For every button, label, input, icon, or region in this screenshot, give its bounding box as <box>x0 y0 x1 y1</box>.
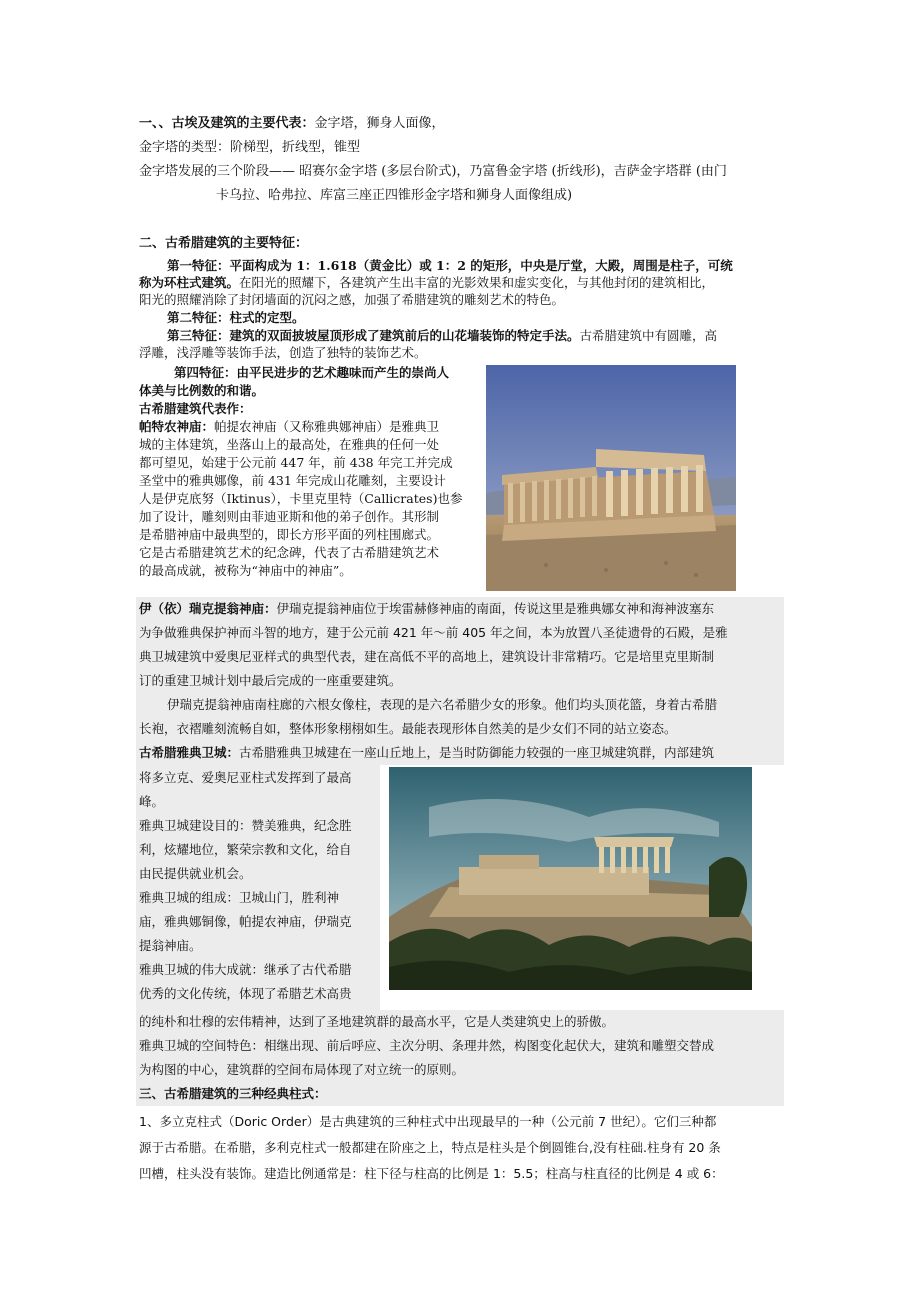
feature3-rest: 古希腊建筑中有圆雕，高 <box>579 328 718 343</box>
section3-heading: 三、古希腊建筑的三种经典柱式： <box>139 1086 327 1101</box>
feature1-line2 <box>139 274 714 291</box>
works-heading: 古希腊建筑代表作： <box>139 401 252 416</box>
feature4-line2: 体美与比例数的和谐。 <box>139 383 265 398</box>
feature3-line1 <box>167 327 717 344</box>
acropolis-left-3: 利，炫耀地位，繁荣宗教和文化，给自 <box>139 842 352 857</box>
parthenon-line-1: 城的主体建筑，坐落山上的最高处，在雅典的任何一处 <box>139 437 440 452</box>
acropolis-left-0: 将多立克、爱奥尼亚柱式发挥到了最高 <box>139 770 352 785</box>
feature1-rest: 在阳光的照耀下，各建筑产生出丰富的光影效果和虚实变化，与其他封闭的建筑相比， <box>239 275 715 290</box>
parthenon-photo <box>486 365 736 591</box>
feature4-line1: 第四特征：由平民进步的艺术趣味而产生的崇尚人 <box>174 365 450 380</box>
acropolis-title: 古希腊雅典卫城： <box>139 745 240 760</box>
parthenon-line-0 <box>139 418 439 435</box>
pyramid-types: 金字塔的类型：阶梯型，折线型，锥型 <box>139 140 361 155</box>
section1-heading-bold: 一、、古埃及建筑的主要代表： <box>139 116 315 131</box>
parthenon-line-4: 人是伊克底努（Iktinus），卡里克里特（Callicrates)也参 <box>139 491 463 506</box>
doric-line-0: 1、多立克柱式（Doric Order）是古典建筑的三种柱式中出现最早的一种（公元前 7 世纪）。它们三种都 <box>139 1114 717 1129</box>
parthenon-title: 帕特农神庙： <box>139 419 215 434</box>
feature3-bold: 第三特征：建筑的双面披坡屋顶形成了建筑前后的山花墙装饰的特定手法。 <box>167 328 580 343</box>
acropolis-left-1: 峰。 <box>139 794 165 809</box>
acropolis-left-5: 雅典卫城的组成：卫城山门，胜利神 <box>139 890 340 905</box>
acropolis-photo <box>389 767 752 990</box>
acropolis-tail-1: 雅典卫城的空间特色：相继出现、前后呼应、主次分明、条理井然，构图变化起伏大，建筑和雕塑交替成 <box>139 1038 715 1053</box>
feature1-line1: 第一特征：平面构成为 1：1.618（黄金比）或 1：2 的矩形，中央是厅堂，大殿，周围是柱子，可统 <box>167 258 733 273</box>
acropolis-left-9: 优秀的文化传统，体现了希腊艺术高贵 <box>139 986 352 1001</box>
acropolis-left-4: 由民提供就业机会。 <box>139 866 252 881</box>
parthenon-line-7: 它是古希腊建筑艺术的纪念碑，代表了古希腊建筑艺术 <box>139 545 440 560</box>
erechtheion-p2-line2: 长袍，衣褶雕刻流畅自如，整体形象栩栩如生。最能表现形体自然美的是少女们不同的站立姿态。 <box>139 721 677 736</box>
erechtheion-p2-line1: 伊瑞克提翁神庙南柱廊的六根女像柱，表现的是六名希腊少女的形象。他们均头顶花篮，身着古希腊 <box>167 697 718 712</box>
pyramid-stages-line1: 金字塔发展的三个阶段—— 昭赛尔金字塔 (多层台阶式)，乃富鲁金字塔 (折线形)，吉萨金字塔群 (由门 <box>139 164 727 179</box>
parthenon-first: 帕提农神庙（又称雅典娜神庙）是雅典卫 <box>214 419 440 434</box>
acropolis-tail-2: 为构图的中心，建筑群的空间布局体现了对立统一的原则。 <box>139 1062 465 1077</box>
feature3-line2: 浮雕，浅浮雕等装饰手法，创造了独特的装饰艺术。 <box>139 345 427 360</box>
pyramid-stages-line2: 卡乌拉、哈弗拉、库富三座正四锥形金字塔和狮身人面像组成) <box>216 188 573 203</box>
acropolis-first: 古希腊雅典卫城建在一座山丘地上，是当时防御能力较强的一座卫城建筑群，内部建筑 <box>239 745 715 760</box>
acropolis-illustration <box>389 767 752 990</box>
erechtheion-title: 伊（依）瑞克提翁神庙： <box>139 601 277 616</box>
erechtheion-line-2: 典卫城建筑中爱奥尼亚样式的典型代表，建在高低不平的高地上，建筑设计非常精巧。它是培里克里斯制 <box>139 649 715 664</box>
section1-heading <box>139 113 445 135</box>
parthenon-line-8: 的最高成就，被称为“神庙中的神庙”。 <box>139 563 352 578</box>
section1-heading-rest: 金字塔，狮身人面像， <box>314 116 445 131</box>
acropolis-left-7: 提翁神庙。 <box>139 938 202 953</box>
acropolis-left-2: 雅典卫城建设目的：赞美雅典，纪念胜 <box>139 818 352 833</box>
parthenon-line-3: 圣堂中的雅典娜像，前 431 年完成山花雕刻，主要设计 <box>139 473 446 488</box>
section2-heading: 二、古希腊建筑的主要特征： <box>139 236 309 251</box>
feature1-bold-tail: 称为环柱式建筑。 <box>139 275 240 290</box>
parthenon-illustration <box>486 365 736 591</box>
acropolis-tail-0: 的纯朴和壮穆的宏伟精神，达到了圣地建筑群的最高水平，它是人类建筑史上的骄傲。 <box>139 1014 615 1029</box>
feature2: 第二特征：柱式的定型。 <box>167 310 305 325</box>
erechtheion-first: 伊瑞克提翁神庙位于埃雷赫修神庙的南面，传说这里是雅典娜女神和海神波塞东 <box>276 601 715 616</box>
acropolis-line-0 <box>139 741 714 765</box>
parthenon-line-5: 加了设计，雕刻则由菲迪亚斯和他的弟子创作。其形制 <box>139 509 440 524</box>
acropolis-left-6: 庙，雅典娜铜像，帕提农神庙，伊瑞克 <box>139 914 352 929</box>
erechtheion-line-1: 为争做雅典保护神而斗智的地方，建于公元前 421 年～前 405 年之间，本为放置八圣徒遗骨的石殿，是雅 <box>139 625 728 640</box>
parthenon-line-6: 是希腊神庙中最典型的，即长方形平面的列柱围廊式。 <box>139 527 440 542</box>
acropolis-left-8: 雅典卫城的伟大成就：继承了古代希腊 <box>139 962 352 977</box>
erechtheion-line-0 <box>139 597 714 621</box>
feature1-line3: 阳光的照耀消除了封闭墙面的沉闷之感，加强了希腊建筑的雕刻艺术的特色。 <box>139 292 565 307</box>
doric-line-1: 源于古希腊。在希腊，多利克柱式一般都建在阶座之上，特点是柱头是个倒圆锥台,没有柱础.柱身有 20 条 <box>139 1140 721 1155</box>
parthenon-line-2: 都可望见，始建于公元前 447 年，前 438 年完工并完成 <box>139 455 453 470</box>
erechtheion-line-3: 订的重建卫城计划中最后完成的一座重要建筑。 <box>139 673 402 688</box>
doric-line-2: 凹槽，柱头没有装饰。建造比例通常是：柱下径与柱高的比例是 1：5.5；柱高与柱直径的比例是 4 或 6： <box>139 1166 724 1181</box>
